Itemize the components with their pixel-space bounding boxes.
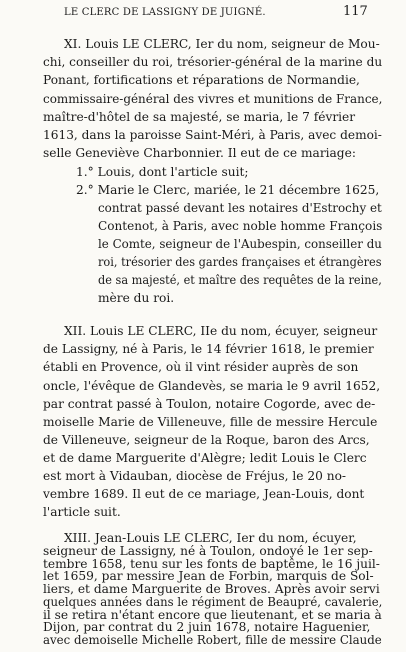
text-line: mère du roi.: [98, 291, 175, 305]
text-line: de Villeneuve, seigneur de la Roque, baron des Arcs,: [43, 433, 370, 447]
text-line: moiselle Marie de Villeneuve, fille de messire Hercule: [43, 415, 378, 429]
text-line: roi, trésorier des gardes françaises et étrangères: [98, 255, 382, 269]
text-line: tembre 1658, tenu sur les fonts de baptême, le 16 juil-: [43, 556, 380, 571]
text-line: par contrat passé à Toulon, notaire Cogorde, avec de-: [43, 397, 376, 411]
text-line: commissaire-général des vivres et munitions de France,: [43, 92, 383, 106]
text-line: l'article suit.: [43, 505, 121, 519]
text-line: Contenot, à Paris, avec noble homme François: [98, 219, 383, 233]
list-item: 1.° Louis, dont l'article suit;: [76, 165, 249, 179]
text-line: selle Geneviève Charbonnier. Il eut de ce mariage:: [43, 146, 356, 160]
page-number: 117: [343, 4, 368, 19]
text-line: il se retira n'étant encore que lieutenant, et se maria à: [43, 607, 382, 622]
text-line: de Lassigny, né à Paris, le 14 février 1618, le premier: [43, 342, 374, 356]
text-line: seigneur de Lassigny, né à Toulon, ondoyé le 1er sep-: [43, 543, 373, 558]
text-line: 1613, dans la paroisse Saint-Méri, à Paris, avec demoi-: [43, 128, 382, 142]
text-line: Ponant, fortifications et réparations de Normandie,: [43, 73, 360, 87]
text-line: Dijon, par contrat du 2 juin 1678, notaire Haguenier,: [43, 620, 371, 635]
list-item: 2.° Marie le Clerc, mariée, le 21 décembre 1625,: [76, 183, 380, 197]
text-line: quelques années dans le régiment de Beaupré, cavalerie,: [43, 594, 383, 609]
text-line: let 1659, par messire Jean de Forbin, marquis de Sol-: [43, 569, 374, 584]
text-line: établi en Provence, où il vint résider auprès de son: [43, 360, 359, 374]
text-line: vembre 1689. Il eut de ce mariage, Jean-Louis, dont: [43, 487, 365, 501]
text-line: et de dame Marguerite d'Alègre; ledit Louis le Clerc: [43, 451, 367, 465]
text-line: le Comte, seigneur de l'Aubespin, conseiller du: [98, 237, 382, 251]
text-line: maître-d'hôtel de sa majesté, se maria, le 7 février: [43, 110, 356, 124]
text-line: avec demoiselle Michelle Robert, fille de messire Claude: [43, 633, 382, 647]
text-line: XIII. Jean-Louis LE CLERC, Ier du nom, écuyer,: [64, 531, 357, 545]
text-line: contrat passé devant les notaires d'Estrochy et: [98, 201, 382, 215]
text-line: oncle, l'évêque de Glandevès, se maria le 9 avril 1652,: [43, 379, 381, 393]
running-head: [0, 4, 406, 24]
running-title: LE CLERC DE LASSIGNY DE JUIGNÉ.: [64, 7, 266, 18]
text-line: chi, conseiller du roi, trésorier-général de la marine du: [43, 55, 383, 69]
text-line: liers, et dame Marguerite de Broves. Après avoir servi: [43, 582, 380, 596]
text-line: est mort à Vidauban, diocèse de Fréjus, le 20 no-: [43, 469, 347, 483]
text-line: de sa majesté, et maître des requêtes de la reine,: [98, 273, 382, 287]
text-line: XII. Louis LE CLERC, IIe du nom, écuyer, seigneur: [64, 324, 378, 338]
text-line: XI. Louis LE CLERC, Ier du nom, seigneur de Mou-: [64, 37, 380, 51]
